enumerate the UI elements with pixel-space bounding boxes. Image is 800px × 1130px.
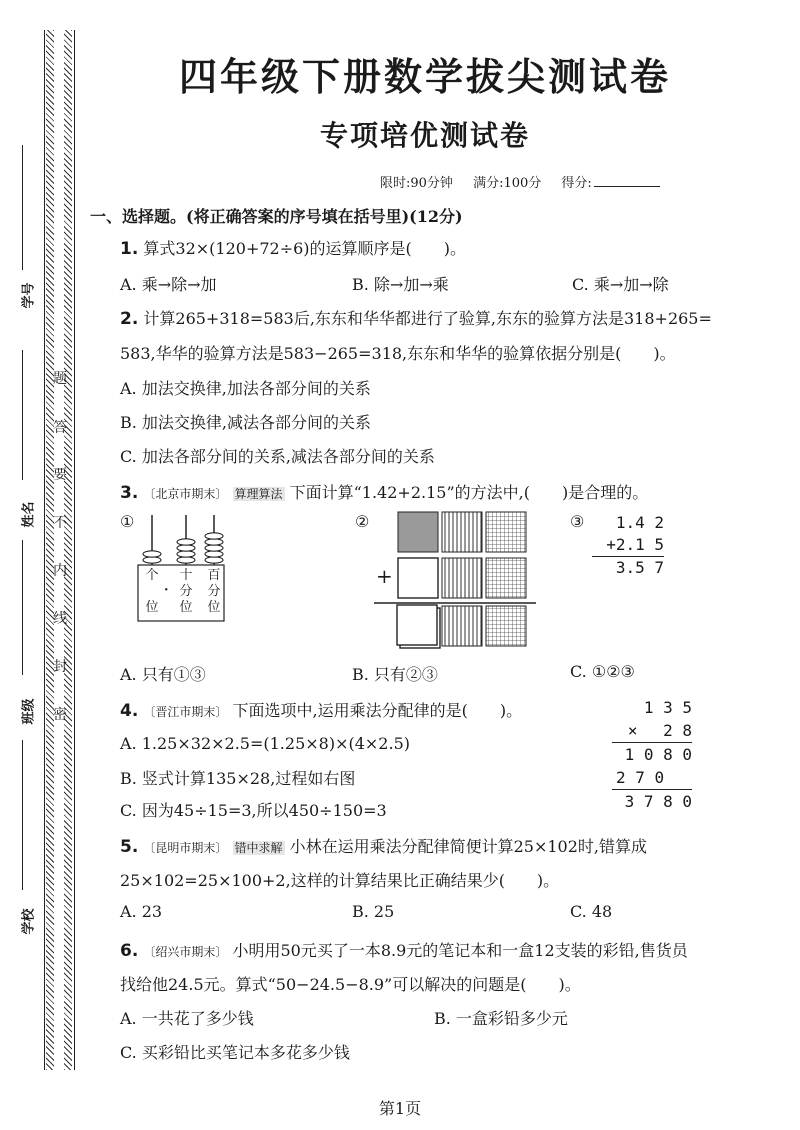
multiplicand: 1 3 5: [643, 698, 692, 717]
student-id-label: 学号: [21, 282, 37, 309]
question-number: 5.: [120, 837, 139, 857]
source-tag: 〔北京市期末〕: [143, 487, 228, 501]
multiplier: × 2 8: [612, 719, 692, 743]
abacus-label-ones: 个 位: [145, 568, 159, 615]
question-text: 下面选项中,运用乘法分配律的是( )。: [232, 701, 523, 720]
name-line: [22, 350, 23, 480]
question-3: [120, 480, 648, 503]
partial-product-1: 1 0 8 0: [624, 745, 692, 764]
figure-1-number: ①: [120, 512, 135, 531]
class-label: 班级: [21, 698, 37, 725]
question-text-cont: 25×102=25×100+2,这样的计算结果比正确结果少( )。: [120, 871, 560, 890]
category-tag: 错中求解: [234, 841, 283, 855]
question-number: 3.: [120, 483, 139, 503]
seal-char: 答: [53, 420, 67, 436]
q4-option-a: A. 1.25×32×2.5=(1.25×8)×(4×2.5): [120, 734, 410, 753]
q6-option-a: A. 一共花了多少钱: [120, 1009, 254, 1028]
student-id-line: [22, 145, 23, 270]
q4-option-b: B. 竖式计算135×28,过程如右图: [120, 769, 356, 788]
section-heading: 一、选择题。(将正确答案的序号填在括号里)(12分): [90, 207, 463, 226]
q2-option-b: B. 加法交换律,减法各部分间的关系: [120, 413, 372, 432]
question-1: [120, 236, 466, 259]
school-label: 学校: [21, 908, 37, 935]
addend-2: +2.1 5: [606, 535, 664, 554]
product: 3 7 8 0: [612, 789, 692, 813]
question-2: [120, 306, 712, 329]
plus-sign: +: [376, 564, 393, 588]
q5-option-b: B. 25: [352, 902, 395, 921]
seal-char: 内: [53, 563, 67, 579]
page-number: 第1页: [378, 1099, 422, 1118]
seal-char: 封: [53, 659, 67, 675]
exam-subtitle: 专项培优测试卷: [319, 119, 530, 152]
binding-margin: [44, 30, 74, 1070]
seal-char: 线: [53, 611, 67, 627]
class-line: [22, 540, 23, 675]
category-tag: 算理算法: [234, 487, 283, 501]
q6-option-c: C. 买彩铅比买笔记本多花多少钱: [120, 1043, 350, 1062]
question-text-cont: 找给他24.5元。算式“50−24.5−8.9”可以解决的问题是( )。: [120, 975, 581, 994]
question-text: 算式32×(120+72÷6)的运算顺序是( )。: [143, 239, 467, 258]
q6-option-b: B. 一盒彩铅多少元: [434, 1009, 568, 1028]
source-tag: 〔昆明市期末〕: [143, 841, 228, 855]
seal-char: 要: [53, 467, 67, 483]
question-4: [120, 698, 522, 721]
exam-meta: [380, 172, 660, 191]
q3-option-b: B. 只有②③: [352, 665, 438, 684]
sum: 3.5 7: [592, 556, 664, 579]
q2-option-a: A. 加法交换律,加法各部分间的关系: [120, 379, 371, 398]
q1-option-c: C. 乘→加→除: [572, 275, 669, 294]
q1-option-a: A. 乘→除→加: [120, 275, 217, 294]
source-tag: 〔晋江市期末〕: [143, 705, 228, 719]
seal-char: 密: [53, 707, 67, 723]
q5-option-a: A. 23: [120, 902, 163, 921]
decimal-point: ·: [164, 583, 169, 598]
partial-product-2: 2 7 0: [616, 768, 665, 787]
question-number: 1.: [120, 239, 139, 259]
question-text-cont: 583,华华的验算方法是583−265=318,东东和华华的验算依据分别是( )。: [120, 344, 676, 363]
score-label: 得分:: [561, 176, 592, 191]
figure-2-number: ②: [355, 512, 370, 531]
q5-option-c: C. 48: [570, 902, 613, 921]
question-text: 计算265+318=583后,东东和华华都进行了验算,东东的验算方法是318+265=: [143, 309, 712, 328]
name-label: 姓名: [21, 501, 37, 528]
vertical-multiplication: [612, 696, 692, 813]
question-text: 小林在运用乘法分配律简便计算25×102时,错算成: [289, 837, 648, 856]
full-score: 满分:100分: [473, 176, 542, 191]
q2-option-c: C. 加法各部分间的关系,减法各部分间的关系: [120, 447, 435, 466]
source-tag: 〔绍兴市期末〕: [143, 945, 228, 959]
seal-char: 不: [53, 515, 67, 531]
figure-3-number: ③: [570, 512, 585, 531]
abacus-label-tenths: 十 分 位: [179, 568, 193, 615]
q1-option-b: B. 除→加→乘: [352, 275, 449, 294]
question-5: [120, 834, 647, 857]
vertical-addition: [592, 512, 664, 579]
question-text: 小明用50元买了一本8.9元的笔记本和一盒12支装的彩铅,售货员: [232, 941, 688, 960]
q4-option-c: C. 因为45÷15=3,所以450÷150=3: [120, 801, 387, 820]
seal-char: 题: [53, 371, 67, 387]
question-text: 下面计算“1.42+2.15”的方法中,( )是合理的。: [289, 483, 649, 502]
time-limit: 限时:90分钟: [380, 176, 453, 191]
question-6: [120, 938, 688, 961]
base-ten-blocks-figure: [372, 508, 542, 650]
score-blank: [594, 186, 660, 187]
question-number: 2.: [120, 309, 139, 329]
abacus-label-hundredths: 百 分 位: [207, 568, 221, 615]
school-line: [22, 740, 23, 890]
addend-1: 1.4 2: [615, 513, 664, 532]
question-number: 6.: [120, 941, 139, 961]
q3-option-c: C. ①②③: [570, 662, 635, 681]
q3-option-a: A. 只有①③: [120, 665, 206, 684]
exam-title: 四年级下册数学拔尖测试卷: [178, 54, 671, 99]
question-number: 4.: [120, 701, 139, 721]
